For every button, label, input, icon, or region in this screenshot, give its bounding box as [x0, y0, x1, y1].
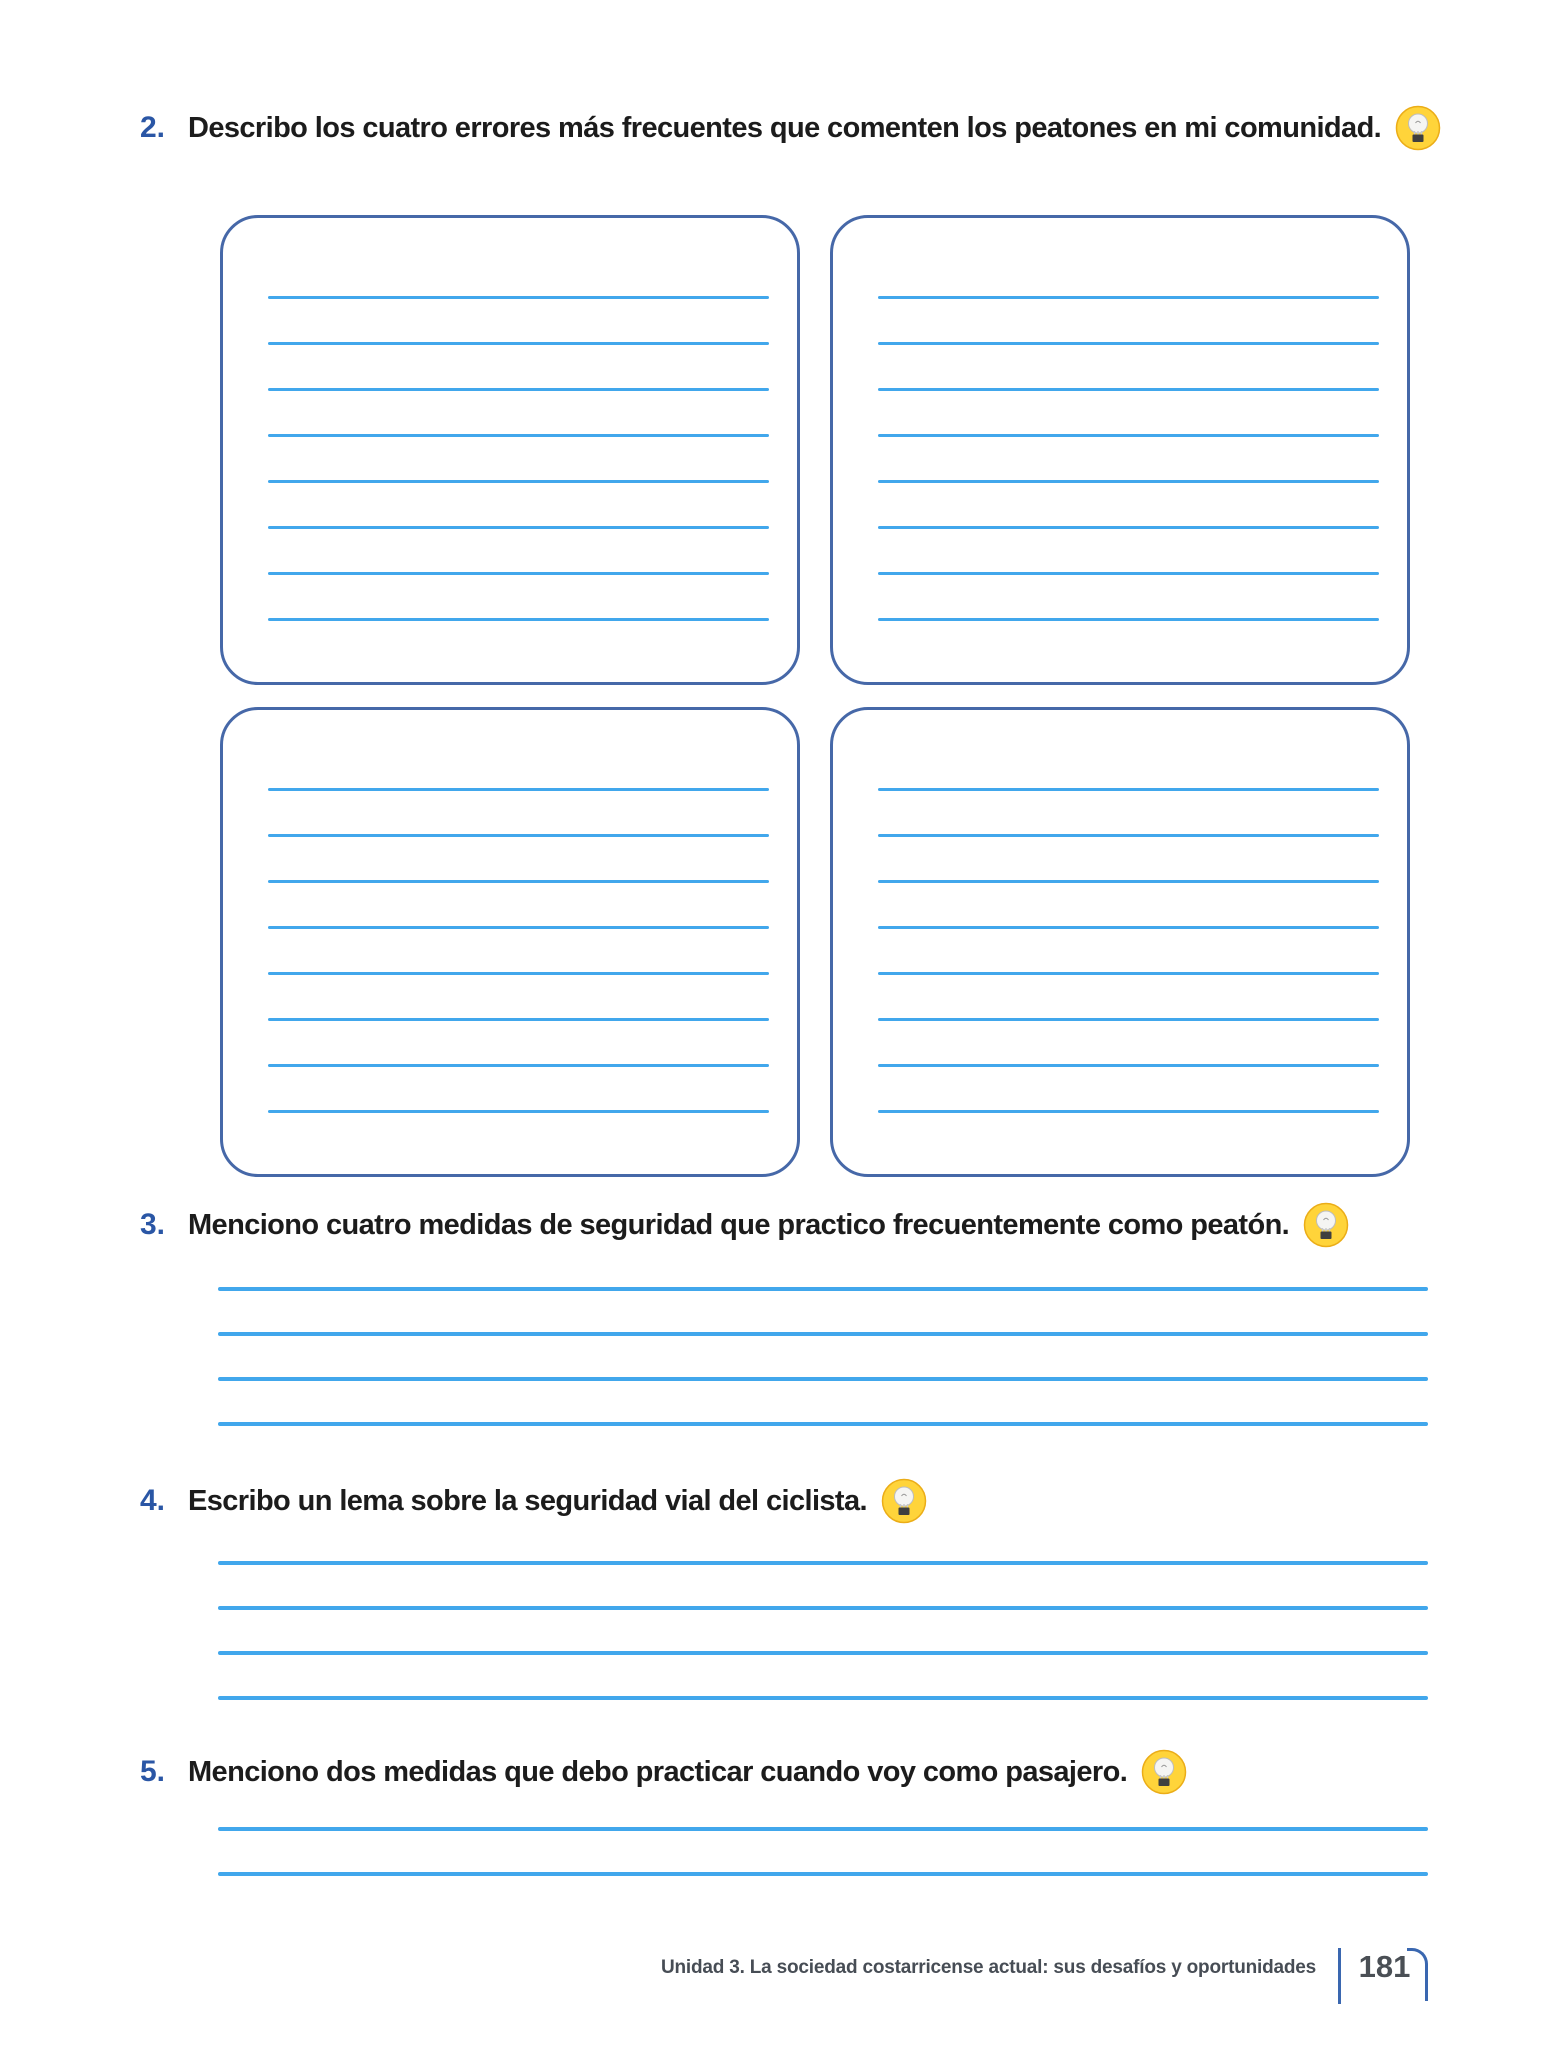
writing-line[interactable] [268, 1018, 769, 1021]
writing-line[interactable] [268, 572, 769, 575]
writing-line[interactable] [268, 388, 769, 391]
writing-line[interactable] [218, 1827, 1428, 1831]
writing-line[interactable] [268, 1110, 769, 1113]
writing-line[interactable] [218, 1332, 1428, 1336]
question-number: 2. [140, 111, 166, 144]
lightbulb-icon [1395, 105, 1441, 151]
writing-line[interactable] [878, 788, 1379, 791]
writing-line[interactable] [878, 434, 1379, 437]
writing-line[interactable] [878, 972, 1379, 975]
box-lines [878, 296, 1379, 621]
page-number-tab [1338, 1948, 1428, 2004]
writing-line[interactable] [218, 1651, 1428, 1655]
writing-line[interactable] [878, 834, 1379, 837]
writing-line[interactable] [268, 1064, 769, 1067]
question-number: 4. [140, 1484, 166, 1517]
answer-box[interactable] [830, 215, 1410, 685]
writing-line[interactable] [218, 1287, 1428, 1291]
lightbulb-icon [1141, 1749, 1187, 1795]
answer-lines [218, 1561, 1428, 1700]
writing-line[interactable] [218, 1606, 1428, 1610]
answer-lines [218, 1827, 1428, 1876]
question-3 [140, 1205, 1428, 1426]
writing-line[interactable] [878, 618, 1379, 621]
question-text: Menciono cuatro medidas de seguridad que practico frecuentemente como peatón. [188, 1208, 1290, 1241]
question-number: 5. [140, 1755, 166, 1788]
answer-box[interactable] [220, 707, 800, 1177]
lightbulb-icon [1303, 1202, 1349, 1248]
question-number: 3. [140, 1208, 166, 1241]
footer-unit-text: Unidad 3. La sociedad costarricense actual: sus desafíos y oportunidades [660, 1957, 1316, 1978]
writing-line[interactable] [268, 526, 769, 529]
writing-line[interactable] [878, 342, 1379, 345]
answer-box[interactable] [220, 215, 800, 685]
page-number: 181 [1358, 1949, 1411, 1984]
writing-line[interactable] [218, 1872, 1428, 1876]
question-2-heading [140, 108, 1428, 148]
writing-line[interactable] [268, 880, 769, 883]
writing-line[interactable] [268, 342, 769, 345]
writing-line[interactable] [218, 1422, 1428, 1426]
writing-line[interactable] [268, 296, 769, 299]
writing-line[interactable] [878, 526, 1379, 529]
box-lines [268, 296, 769, 621]
question-5 [140, 1752, 1428, 1876]
answer-box-grid [220, 215, 1410, 1177]
writing-line[interactable] [268, 788, 769, 791]
writing-line[interactable] [878, 388, 1379, 391]
writing-line[interactable] [878, 296, 1379, 299]
question-5-heading [140, 1752, 1428, 1792]
writing-line[interactable] [878, 926, 1379, 929]
writing-line[interactable] [878, 880, 1379, 883]
writing-line[interactable] [878, 572, 1379, 575]
question-text: Escribo un lema sobre la seguridad vial del ciclista. [188, 1484, 867, 1517]
writing-line[interactable] [218, 1377, 1428, 1381]
writing-line[interactable] [268, 926, 769, 929]
question-text: Describo los cuatro errores más frecuentes que comenten los peatones en mi comunidad. [188, 111, 1382, 144]
box-lines [268, 788, 769, 1113]
answer-lines [218, 1287, 1428, 1426]
writing-line[interactable] [878, 480, 1379, 483]
writing-line[interactable] [268, 618, 769, 621]
answer-box[interactable] [830, 707, 1410, 1177]
writing-line[interactable] [218, 1561, 1428, 1565]
question-3-heading [140, 1205, 1428, 1245]
footer [140, 1948, 1428, 2004]
question-4-heading [140, 1481, 1428, 1521]
box-lines [878, 788, 1379, 1113]
writing-line[interactable] [268, 972, 769, 975]
writing-line[interactable] [878, 1064, 1379, 1067]
writing-line[interactable] [268, 434, 769, 437]
question-text: Menciono dos medidas que debo practicar cuando voy como pasajero. [188, 1755, 1128, 1788]
question-2 [140, 108, 1428, 1177]
writing-line[interactable] [878, 1110, 1379, 1113]
writing-line[interactable] [878, 1018, 1379, 1021]
lightbulb-icon [881, 1478, 927, 1524]
question-4 [140, 1481, 1428, 1700]
writing-line[interactable] [268, 480, 769, 483]
writing-line[interactable] [218, 1696, 1428, 1700]
writing-line[interactable] [268, 834, 769, 837]
